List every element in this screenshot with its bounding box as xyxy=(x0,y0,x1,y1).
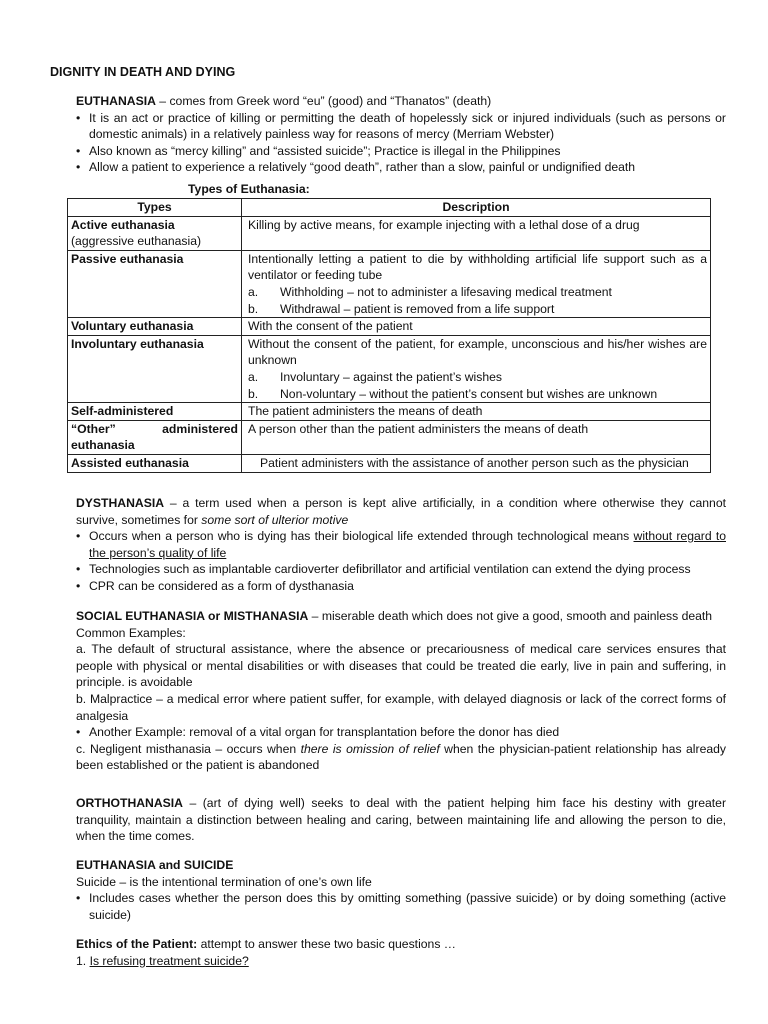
sub-item-text: Non-voluntary – without the patient’s consent but wishes are unknown xyxy=(280,386,658,401)
table-row xyxy=(68,250,711,317)
table-row xyxy=(68,335,711,402)
description-cell: With the consent of the patient xyxy=(242,318,711,336)
euthanasia-term: EUTHANASIA xyxy=(76,94,156,108)
example-c xyxy=(76,741,726,774)
table-row xyxy=(68,216,711,250)
suicide-heading: EUTHANASIA and SUICIDE xyxy=(76,858,234,872)
dysthanasia-section xyxy=(76,495,726,595)
ethics-intro xyxy=(76,936,726,953)
euthanasia-bullet-1: • It is an act or practice of killing or permitting the death of hopelessly sick or injured individuals (such as persons or domestic animals) in a relatively painless way for reasons of mercy (Merriam Webster) xyxy=(76,110,726,143)
type-cell: Self-administered xyxy=(68,403,242,421)
types-of-euthanasia-table xyxy=(67,198,711,473)
description-text: Without the consent of the patient, for example, unconscious and his/her wishes are unknown xyxy=(248,336,707,368)
type-cell: Passive euthanasia xyxy=(68,250,242,317)
common-examples-label: Common Examples: xyxy=(76,625,186,640)
description-cell: A person other than the patient administers the means of death xyxy=(242,420,711,454)
euthanasia-bullet-3: • Allow a patient to experience a relatively “good death”, rather than a slow, painful or undignified death xyxy=(76,159,726,176)
description-cell: The patient administers the means of death xyxy=(242,403,711,421)
ethics-label: Ethics of the Patient: xyxy=(76,937,198,951)
orthothanasia-definition: – (art of dying well) seeks to deal with the patient helping him face his destiny with greater tranquility, maintain a distinction between healing and caring, between maintaining life and allowing the person to die, when the time comes. xyxy=(76,796,726,844)
type-cell: Involuntary euthanasia xyxy=(68,335,242,402)
question-text: Is refusing treatment suicide? xyxy=(89,953,249,968)
description-cell xyxy=(242,216,711,250)
suicide-bullet: • Includes cases whether the person does this by omitting something (passive suicide) or by doing something (active suicide) xyxy=(76,890,726,923)
description-cell xyxy=(242,335,711,402)
sub-item-text: Involuntary – against the patient’s wishes xyxy=(280,369,502,384)
sub-item-marker: a. xyxy=(248,369,259,384)
example-c-text-end: when the physician-patient relationship has already been established or the patient is abandoned xyxy=(76,741,726,773)
dysthanasia-italic-text: some sort of ulterior motive xyxy=(201,512,349,527)
euthanasia-bullet-2: • Also known as “mercy killing” and “assisted suicide”; Practice is illegal in the Philippines xyxy=(76,143,726,160)
ethics-question-1 xyxy=(76,953,726,970)
table-row xyxy=(68,454,711,472)
sub-item xyxy=(248,284,707,301)
sub-item xyxy=(248,386,707,403)
table-row xyxy=(68,318,711,336)
type-cell xyxy=(68,216,242,250)
euthanasia-definition-text: – comes from Greek word “eu” (good) and “Thanatos” (death) xyxy=(155,94,492,108)
table-header-row xyxy=(68,199,711,217)
type-cell: “Other” administered euthanasia xyxy=(68,420,242,454)
suicide-definition: Suicide – is the intentional termination of one’s own life xyxy=(76,874,372,889)
header-description: Description xyxy=(242,199,711,217)
euthanasia-suicide-section xyxy=(76,857,726,923)
social-euthanasia-term: SOCIAL EUTHANASIA xyxy=(76,609,205,623)
dysthanasia-bullet-1 xyxy=(76,528,726,561)
table-row xyxy=(68,403,711,421)
dysthanasia-term: DYSTHANASIA xyxy=(76,496,165,510)
type-cell: Assisted euthanasia xyxy=(68,454,242,472)
social-euthanasia-section xyxy=(76,608,726,774)
euthanasia-definition xyxy=(76,93,726,110)
dysthanasia-bullet-text: Occurs when a person who is dying has their biological life extended through technological means xyxy=(89,529,634,544)
dysthanasia-underlined-text: without regard to the person’s quality of life xyxy=(89,529,726,560)
example-a: a. The default of structural assistance, where the absence or precariousness of medical care services ensures that people with physical or mental disabilities or with diseases that could be treated die early, live in pain and suffering, in principle. is avoidable xyxy=(76,642,726,690)
sub-item xyxy=(248,369,707,386)
misthanasia-term: MISTHANASIA xyxy=(223,609,309,623)
dysthanasia-bullet-3: • CPR can be considered as a form of dysthanasia xyxy=(76,578,726,595)
table-row xyxy=(68,420,711,454)
dysthanasia-definition-text: – a term used when a person is kept alive artificially, in a condition where otherwise they cannot survive, sometimes for xyxy=(76,496,726,527)
euthanasia-section xyxy=(76,93,726,176)
social-euthanasia-definition xyxy=(76,608,726,625)
description-cell: Patient administers with the assistance of another person such as the physician xyxy=(242,454,711,472)
type-extra: (aggressive euthanasia) xyxy=(71,234,202,249)
types-table-caption: Types of Euthanasia: xyxy=(188,182,310,196)
document-title: DIGNITY IN DEATH AND DYING xyxy=(50,65,236,79)
orthothanasia-term: ORTHOTHANASIA xyxy=(76,796,183,810)
sub-item-marker: b. xyxy=(248,386,259,401)
sub-item-marker: a. xyxy=(248,284,259,299)
social-euthanasia-definition-text: – miserable death which does not give a good, smooth and painless death xyxy=(308,609,713,623)
or-text: or xyxy=(204,609,224,623)
description-text: Killing by active means, for example injecting with a lethal dose of a drug xyxy=(248,217,640,232)
sub-item-marker: b. xyxy=(248,301,259,316)
question-number: 1. xyxy=(76,953,90,968)
example-c-italic: there is omission of relief xyxy=(300,741,440,756)
description-cell xyxy=(242,250,711,317)
header-types: Types xyxy=(68,199,242,217)
sub-item-text: Withdrawal – patient is removed from a life support xyxy=(280,301,555,316)
dysthanasia-bullet-2: • Technologies such as implantable cardioverter defibrillator and artificial ventilation can extend the dying process xyxy=(76,561,726,578)
example-c-text: c. Negligent misthanasia – occurs when xyxy=(76,741,301,756)
sub-item xyxy=(248,301,707,318)
dysthanasia-definition xyxy=(76,495,726,528)
description-text: Intentionally letting a patient to die by withholding artificial life support such as a ventilator or feeding tube xyxy=(248,251,707,283)
ethics-section xyxy=(76,936,726,969)
orthothanasia-section xyxy=(76,795,726,845)
sub-item-text: Withholding – not to administer a lifesaving medical treatment xyxy=(280,284,612,299)
type-cell: Voluntary euthanasia xyxy=(68,318,242,336)
another-example-bullet: • Another Example: removal of a vital organ for transplantation before the donor has died xyxy=(76,724,726,741)
example-b: b. Malpractice – a medical error where patient suffer, for example, with delayed diagnosis or lack of the correct forms of analgesia xyxy=(76,691,726,723)
type-name: Active euthanasia xyxy=(71,217,175,232)
ethics-text: attempt to answer these two basic questions … xyxy=(197,937,456,951)
